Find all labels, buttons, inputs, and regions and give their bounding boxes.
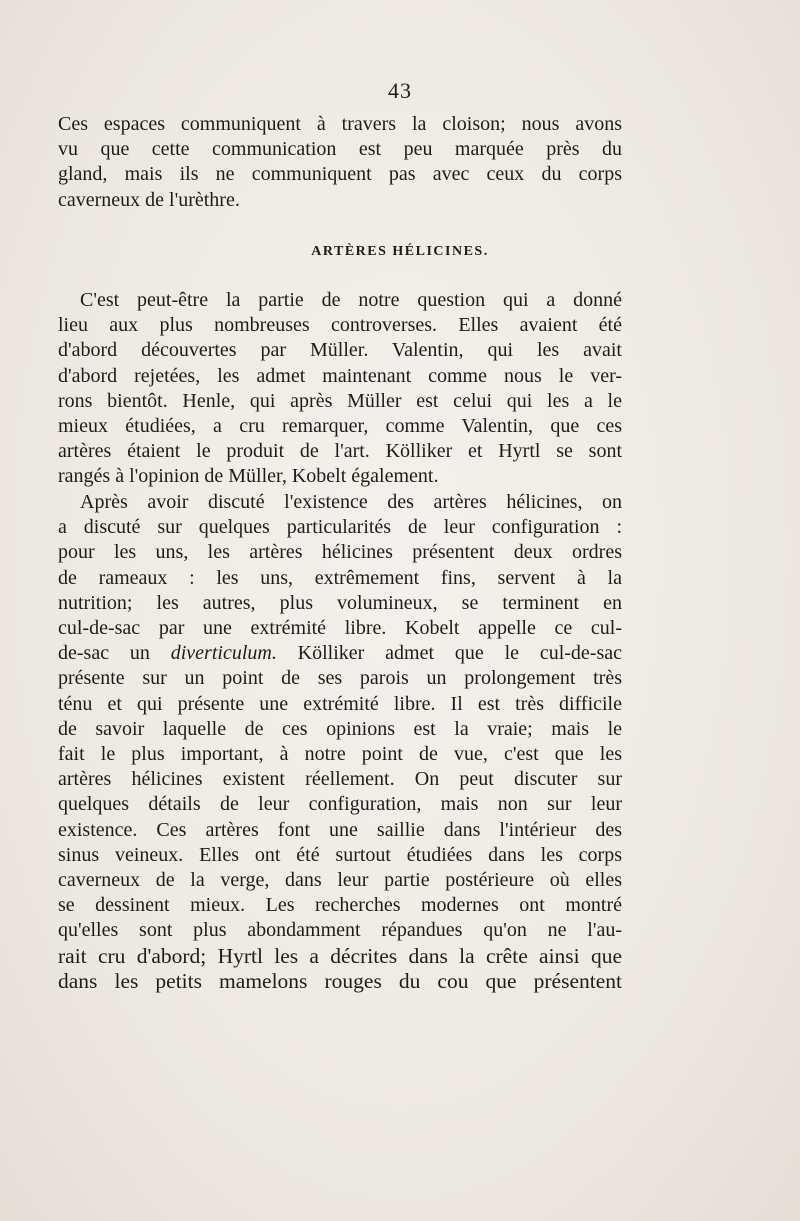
text-fragment: Kölliker admet que le cul-de-sac bbox=[276, 642, 623, 665]
text-line: mieux étudiées, a cru remarquer, comme Valentin, que ces bbox=[58, 415, 622, 438]
text-line: a discuté sur quelques particularités de leur configuration : bbox=[58, 516, 622, 539]
text-line: de savoir laquelle de ces opinions est la vraie; mais le bbox=[58, 717, 622, 740]
text-line: fait le plus important, à notre point de vue, c'est que les bbox=[58, 743, 622, 766]
text-line: quelques détails de leur configuration, mais non sur leur bbox=[58, 793, 622, 816]
text-line: caverneux de la verge, dans leur partie postérieure où elles bbox=[58, 869, 622, 892]
text-line: rait cru d'abord; Hyrtl les a décrites dans la crête ainsi que bbox=[58, 943, 622, 968]
text-line: cul-de-sac par une extrémité libre. Kobelt appelle ce cul- bbox=[58, 617, 622, 640]
text-line: artères étaient le produit de l'art. Kölliker et Hyrtl se sont bbox=[58, 440, 622, 463]
text-line: d'abord découvertes par Müller. Valentin, qui les avait bbox=[58, 339, 622, 362]
section-heading: ARTÈRES HÉLICINES. bbox=[311, 244, 489, 259]
text-line: d'abord rejetées, les admet maintenant comme nous le ver- bbox=[58, 364, 622, 387]
text-line: de rameaux : les uns, extrêmement fins, servent à la bbox=[58, 566, 622, 589]
intro-paragraph bbox=[58, 112, 622, 213]
italic-term: diverticulum. bbox=[170, 642, 277, 665]
text-line: vu que cette communication est peu marquée près du bbox=[58, 138, 622, 161]
text-line: se dessinent mieux. Les recherches modernes ont montré bbox=[58, 894, 622, 917]
text-line: Après avoir discuté l'existence des artères hélicines, on bbox=[80, 491, 622, 513]
text-line: gland, mais ils ne communiquent pas avec ceux du corps bbox=[58, 163, 622, 186]
paragraph-1 bbox=[58, 288, 622, 490]
text-line: pour les uns, les artères hélicines présentent deux ordres bbox=[58, 541, 622, 564]
text-line: Ces espaces communiquent à travers la cloison; nous avons bbox=[58, 113, 622, 135]
text-line bbox=[58, 641, 622, 666]
text-line: sinus veineux. Elles ont été surtout étudiées dans les corps bbox=[58, 843, 622, 866]
text-line: rons bientôt. Henle, qui après Müller est celui qui les a le bbox=[58, 389, 622, 412]
text-line: existence. Ces artères font une saillie dans l'intérieur des bbox=[58, 818, 622, 841]
text-line: ténu et qui présente une extrémité libre. Il est très difficile bbox=[58, 692, 622, 715]
text-line: lieu aux plus nombreuses controverses. Elles avaient été bbox=[58, 314, 622, 337]
text-line: présente sur un point de ses parois un prolongement très bbox=[58, 667, 622, 690]
text-line: dans les petits mamelons rouges du cou que présentent bbox=[58, 968, 622, 993]
text-line: rangés à l'opinion de Müller, Kobelt également. bbox=[58, 465, 439, 488]
text-line: caverneux de l'urèthre. bbox=[58, 188, 240, 211]
text-line: qu'elles sont plus abondamment répandues qu'on ne l'au- bbox=[58, 919, 622, 942]
text-fragment: de-sac un bbox=[58, 642, 171, 665]
text-line: nutrition; les autres, plus volumineux, se terminent en bbox=[58, 591, 622, 614]
page-number: 43 bbox=[388, 78, 412, 103]
text-line: artères hélicines existent réellement. On peut discuter sur bbox=[58, 768, 622, 791]
paragraph-2 bbox=[58, 490, 622, 994]
text-line: C'est peut-être la partie de notre question qui a donné bbox=[80, 289, 622, 311]
